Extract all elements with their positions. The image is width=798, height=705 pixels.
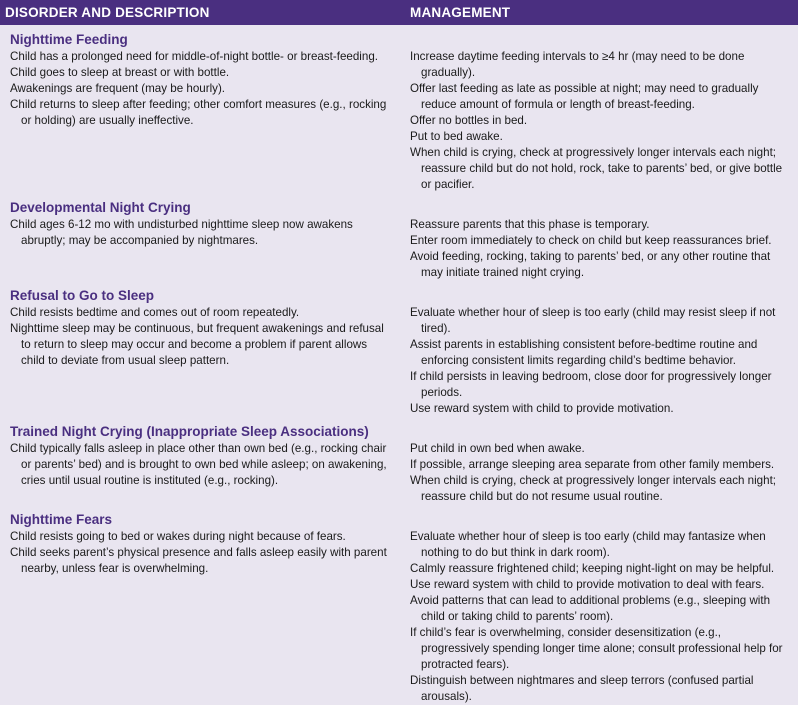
description-line: Awakenings are frequent (may be hourly).	[10, 82, 226, 95]
management-line: Increase daytime feeding intervals to ≥4 hr (may need to be done gradually).	[410, 50, 745, 79]
management-line: When child is crying, check at progressively longer intervals each night; reassure child but do not resume usual routine.	[410, 474, 777, 503]
section-developmental-night-crying	[0, 193, 798, 281]
management-line: Evaluate whether hour of sleep is too early (child may fantasize when nothing to do but think in dark room).	[410, 530, 766, 559]
management-line: Use reward system with child to provide motivation.	[410, 402, 674, 415]
management-line: Avoid feeding, rocking, taking to parents’ bed, or any other routine that may initiate trained night crying.	[410, 250, 771, 279]
section-title: Refusal to Go to Sleep	[10, 288, 155, 303]
management-line: Put child in own bed when awake.	[410, 442, 585, 455]
table-header	[0, 0, 798, 25]
management-line: Enter room immediately to check on child but keep reassurances brief.	[410, 234, 772, 247]
management-line: Put to bed awake.	[410, 130, 503, 143]
management-line: If possible, arrange sleeping area separate from other family members.	[410, 458, 775, 471]
management-line: Avoid patterns that can lead to additional problems (e.g., sleeping with child or taking child to parents’ room).	[410, 594, 771, 623]
header-management: MANAGEMENT	[410, 5, 511, 20]
section-trained-night-crying	[0, 417, 798, 505]
title-spacer	[410, 423, 792, 441]
section-refusal-to-go-to-sleep	[0, 281, 798, 417]
title-spacer	[410, 511, 792, 529]
section-title: Developmental Night Crying	[10, 200, 191, 215]
management-line: When child is crying, check at progressively longer intervals each night; reassure child but do not hold, rock, take to parents’ bed, or give bottle or pacifier.	[410, 146, 783, 191]
management-column	[398, 193, 798, 281]
management-column	[398, 505, 798, 705]
management-line: Offer last feeding as late as possible at night; may need to gradually reduce amount of formula or length of breast-feeding.	[410, 82, 759, 111]
management-line: Use reward system with child to provide motivation to deal with fears.	[410, 578, 765, 591]
description-line: Child returns to sleep after feeding; other comfort measures (e.g., rocking or holding) are usually ineffective.	[10, 98, 387, 127]
header-disorder-description: DISORDER AND DESCRIPTION	[5, 5, 210, 20]
management-line: Evaluate whether hour of sleep is too early (child may resist sleep if not tired).	[410, 306, 776, 335]
description-line: Child ages 6-12 mo with undisturbed nighttime sleep now awakens abruptly; may be accompanied by nightmares.	[10, 218, 353, 247]
section-nighttime-fears	[0, 505, 798, 705]
management-column	[398, 25, 798, 193]
management-column	[398, 281, 798, 417]
section-nighttime-feeding	[0, 25, 798, 193]
description-line: Child goes to sleep at breast or with bottle.	[10, 66, 230, 79]
description-line: Child typically falls asleep in place other than own bed (e.g., rocking chair or parents’ bed) and is brought to own bed while asleep; on awakening, cries until usual routine is instituted (e.g., rocking).	[10, 442, 387, 487]
description-column	[0, 281, 398, 417]
description-column	[0, 417, 398, 505]
description-line: Child has a prolonged need for middle-of-night bottle- or breast-feeding.	[10, 50, 378, 63]
management-line: Calmly reassure frightened child; keeping night-light on may be helpful.	[410, 562, 775, 575]
description-column	[0, 505, 398, 705]
management-line: If child’s fear is overwhelming, consider desensitization (e.g., progressively spending longer time alone; consult professional help for protracted fears).	[410, 626, 783, 671]
description-line: Child seeks parent’s physical presence and falls asleep easily with parent nearby, unless fear is overwhelming.	[10, 546, 387, 575]
section-title: Trained Night Crying (Inappropriate Sleep Associations)	[10, 424, 369, 439]
section-title: Nighttime Fears	[10, 512, 113, 527]
description-line: Child resists going to bed or wakes during night because of fears.	[10, 530, 346, 543]
management-line: Assist parents in establishing consistent before-bedtime routine and enforcing consistent limits regarding child’s bedtime behavior.	[410, 338, 758, 367]
management-line: Distinguish between nightmares and sleep terrors (confused partial arousals).	[410, 674, 754, 703]
description-column	[0, 193, 398, 281]
management-line: Offer no bottles in bed.	[410, 114, 528, 127]
management-line: If child persists in leaving bedroom, close door for progressively longer periods.	[410, 370, 772, 399]
title-spacer	[410, 199, 792, 217]
description-line: Nighttime sleep may be continuous, but frequent awakenings and refusal to return to sleep may occur and become a problem if parent allows child to deviate from usual sleep pattern.	[10, 322, 384, 367]
title-spacer	[410, 287, 792, 305]
title-spacer	[410, 31, 792, 49]
management-column	[398, 417, 798, 505]
description-line: Child resists bedtime and comes out of room repeatedly.	[10, 306, 300, 319]
section-title: Nighttime Feeding	[10, 32, 128, 47]
management-line: Reassure parents that this phase is temporary.	[410, 218, 650, 231]
description-column	[0, 25, 398, 193]
